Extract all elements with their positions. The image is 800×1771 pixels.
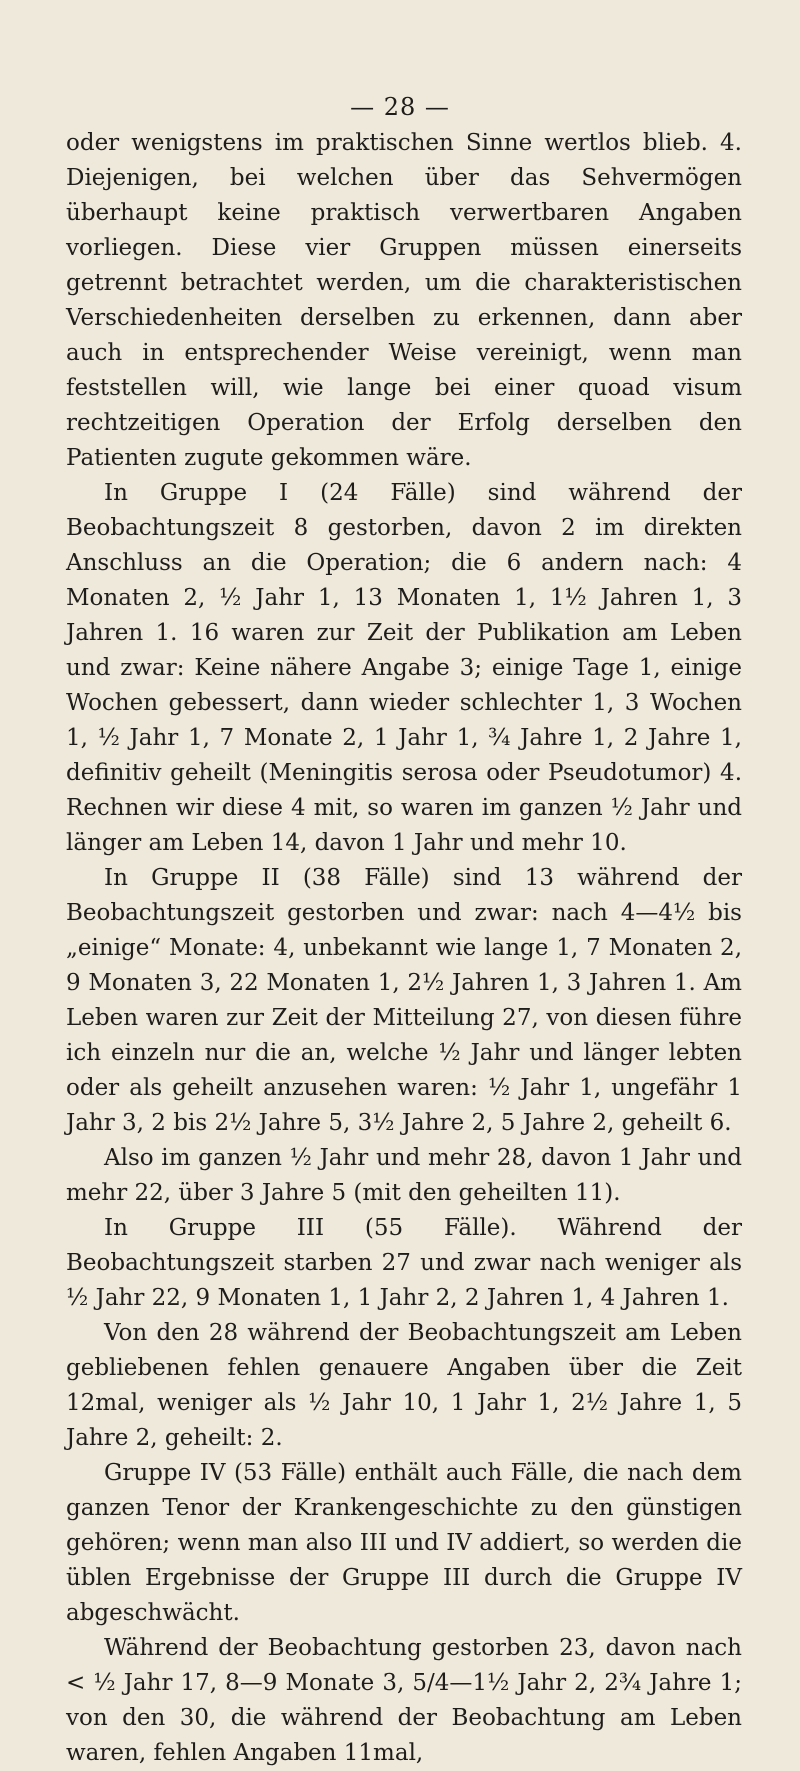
paragraph-gruppe-3-survivors: Von den 28 während der Beobachtungszeit am Leben gebliebenen fehlen genauere Angaben über die Zeit 12mal, weniger als ½ Jahr 10, 1 Jahr 1, 2½ Jahre 1, 5 Jahre 2, geheilt: 2. [66, 1320, 742, 1451]
paragraph-gruppe-1: In Gruppe I (24 Fälle) sind während der Beobachtungszeit 8 gestorben, davon 2 im direkten Anschluss an die Operation; die 6 andern nach: 4 Monaten 2, ½ Jahr 1, 13 Monaten 1, 1½ Jahren 1, 3 Jahren 1. 16 waren zur Zeit der Publikation am Leben und zwar: Keine nähere Angabe 3; einige Tage 1, einige Wochen gebessert, dann wieder schlechter 1, 3 Wochen 1, ½ Jahr 1, 7 Monate 2, 1 Jahr 1, ¾ Jahre 1, 2 Jahre 1, definitiv geheilt (Meningitis serosa oder Pseudotumor) 4. Rechnen wir diese 4 mit, so waren im ganzen ½ Jahr und länger am Leben 14, davon 1 Jahr und mehr 10. [66, 480, 742, 856]
paragraph-gruppe-3: In Gruppe III (55 Fälle). Während der Beobachtungszeit starben 27 und zwar nach weniger als ½ Jahr 22, 9 Monaten 1, 1 Jahr 2, 2 Jahren 1, 4 Jahren 1. [66, 1215, 742, 1311]
body-text [66, 126, 742, 1771]
page-number: — 28 — [350, 93, 450, 121]
paragraph-gruppe-2-summary: Also im ganzen ½ Jahr und mehr 28, davon 1 Jahr und mehr 22, über 3 Jahre 5 (mit den geheilten 11). [66, 1145, 742, 1206]
paragraph-continuation: oder wenigstens im praktischen Sinne wertlos blieb. 4. Diejenigen, bei welchen über das Sehvermögen überhaupt keine praktisch verwertbaren Angaben vorliegen. Diese vier Gruppen müssen einerseits getrennt betrachtet werden, um die charakteristischen Verschiedenheiten derselben zu erkennen, dann aber auch in entsprechender Weise vereinigt, wenn man feststellen will, wie lange bei einer quoad visum rechtzeitigen Operation der Erfolg derselben den Patienten zugute gekommen wäre. [66, 130, 742, 471]
paragraph-gruppe-4: Gruppe IV (53 Fälle) enthält auch Fälle, die nach dem ganzen Tenor der Krankengeschichte zu den günstigen gehören; wenn man also III und IV addiert, so werden die üblen Ergebnisse der Gruppe III durch die Gruppe IV abgeschwächt. [66, 1460, 742, 1626]
paragraph-gruppe-3-4-combined: Während der Beobachtung gestorben 23, davon nach < ½ Jahr 17, 8—9 Monate 3, 5/4—1½ Jahr 2, 2¾ Jahre 1; von den 30, die während der Beobachtung am Leben waren, fehlen Angaben 11mal, [66, 1635, 742, 1766]
paragraph-gruppe-2: In Gruppe II (38 Fälle) sind 13 während der Beobachtungszeit gestorben und zwar: nach 4—4½ bis „einige“ Monate: 4, unbekannt wie lange 1, 7 Monaten 2, 9 Monaten 3, 22 Monaten 1, 2½ Jahren 1, 3 Jahren 1. Am Leben waren zur Zeit der Mitteilung 27, von diesen führe ich einzeln nur die an, welche ½ Jahr und länger lebten oder als geheilt anzusehen waren: ½ Jahr 1, ungefähr 1 Jahr 3, 2 bis 2½ Jahre 5, 3½ Jahre 2, 5 Jahre 2, geheilt 6. [66, 865, 742, 1136]
